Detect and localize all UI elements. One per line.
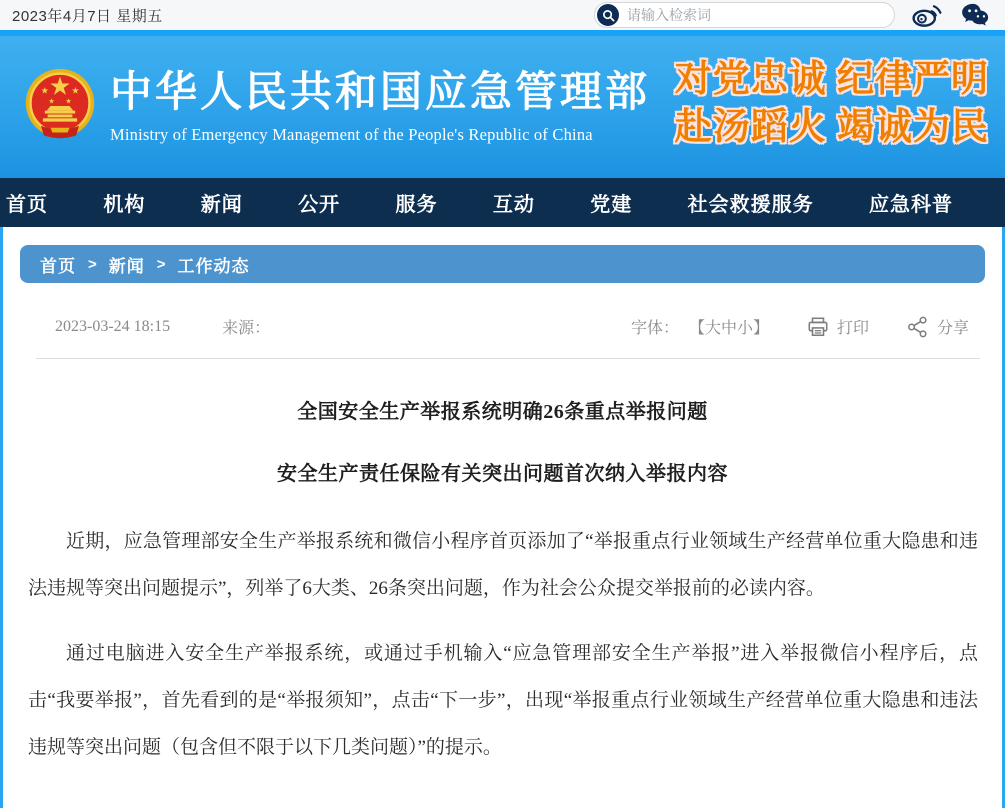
topbar-right-group bbox=[594, 2, 995, 28]
national-emblem-logo bbox=[22, 67, 98, 143]
nav-item-party-building[interactable]: 党建 bbox=[590, 194, 633, 216]
nav-item-disclosure[interactable]: 公开 bbox=[298, 194, 341, 216]
article-meta-left bbox=[55, 315, 270, 338]
article-title: 全国安全生产举报系统明确26条重点举报问题 bbox=[297, 401, 708, 423]
content-area bbox=[0, 227, 1005, 808]
breadcrumb-separator: > bbox=[156, 255, 166, 273]
nav-item-news[interactable]: 新闻 bbox=[200, 194, 243, 216]
wechat-icon[interactable] bbox=[959, 2, 995, 28]
nav-item-home[interactable]: 首页 bbox=[6, 194, 48, 216]
article-subtitle: 安全生产责任保险有关突出问题首次纳入举报内容 bbox=[277, 463, 728, 485]
nav-item-emergency-science[interactable]: 应急科普 bbox=[869, 194, 953, 216]
publish-datetime: 2023-03-24 18:15 bbox=[55, 317, 171, 335]
font-size-label: 字体： bbox=[630, 320, 679, 337]
print-button[interactable] bbox=[807, 315, 869, 338]
slogan-line-2: 赴汤蹈火 竭诚为民 bbox=[674, 107, 989, 149]
slogan-banner bbox=[675, 56, 989, 152]
nav-item-interaction[interactable]: 互动 bbox=[492, 194, 535, 216]
search-icon bbox=[602, 9, 615, 22]
masthead-titles bbox=[110, 69, 650, 145]
article-paragraph-1: 近期，应急管理部安全生产举报系统和微信小程序首页添加了“举报重点行业领域生产经营单位重大隐患和违法违规等突出问题提示”，列举了6大类、26条突出问题，作为社会公众提交举报前的必读内容。 bbox=[28, 531, 978, 599]
source-label: 来源： bbox=[222, 320, 271, 337]
nav-item-services[interactable]: 服务 bbox=[395, 194, 438, 216]
weibo-icon[interactable] bbox=[909, 2, 945, 28]
nav-item-social-rescue[interactable]: 社会救援服务 bbox=[687, 194, 814, 216]
article-paragraph-2: 通过电脑进入安全生产举报系统，或通过手机输入“应急管理部安全生产举报”进入举报微信小程序后，点击“我要举报”，首先看到的是“举报须知”，点击“下一步”，出现“举报重点行业领域生产经营单位重大隐患和违法违规等突出问题（包含但不限于以下几类问题）”的提示。 bbox=[28, 643, 978, 758]
share-button[interactable] bbox=[907, 315, 969, 338]
breadcrumb-work-updates[interactable]: 工作动态 bbox=[177, 256, 250, 276]
printer-icon bbox=[807, 316, 829, 338]
breadcrumb-news[interactable]: 新闻 bbox=[108, 256, 145, 276]
top-utility-bar bbox=[0, 0, 1005, 30]
article-body bbox=[28, 500, 978, 771]
search-button[interactable] bbox=[597, 4, 619, 26]
breadcrumb-home[interactable]: 首页 bbox=[40, 256, 76, 276]
meta-divider bbox=[36, 358, 980, 359]
breadcrumb-separator: > bbox=[88, 255, 97, 273]
site-title: 中华人民共和国应急管理部 bbox=[110, 67, 651, 115]
article-meta-tools bbox=[631, 315, 969, 338]
nav-item-organization[interactable]: 机构 bbox=[103, 194, 146, 216]
slogan-line-1: 对党忠诚 纪律严明 bbox=[674, 59, 989, 100]
main-navigation bbox=[0, 178, 1005, 227]
share-label: 分享 bbox=[936, 320, 969, 337]
font-size-options[interactable]: 【大中小】 bbox=[688, 320, 769, 337]
search-box[interactable] bbox=[594, 2, 895, 28]
article-meta-row bbox=[3, 315, 1002, 338]
site-masthead bbox=[0, 36, 1005, 178]
share-icon bbox=[907, 316, 929, 338]
breadcrumb bbox=[20, 245, 985, 283]
print-label: 打印 bbox=[836, 320, 869, 337]
search-input[interactable] bbox=[619, 7, 890, 23]
site-subtitle-english: Ministry of Emergency Management of the People's Republic of China bbox=[110, 125, 593, 145]
current-date: 2023年4月7日 星期五 bbox=[12, 7, 163, 25]
